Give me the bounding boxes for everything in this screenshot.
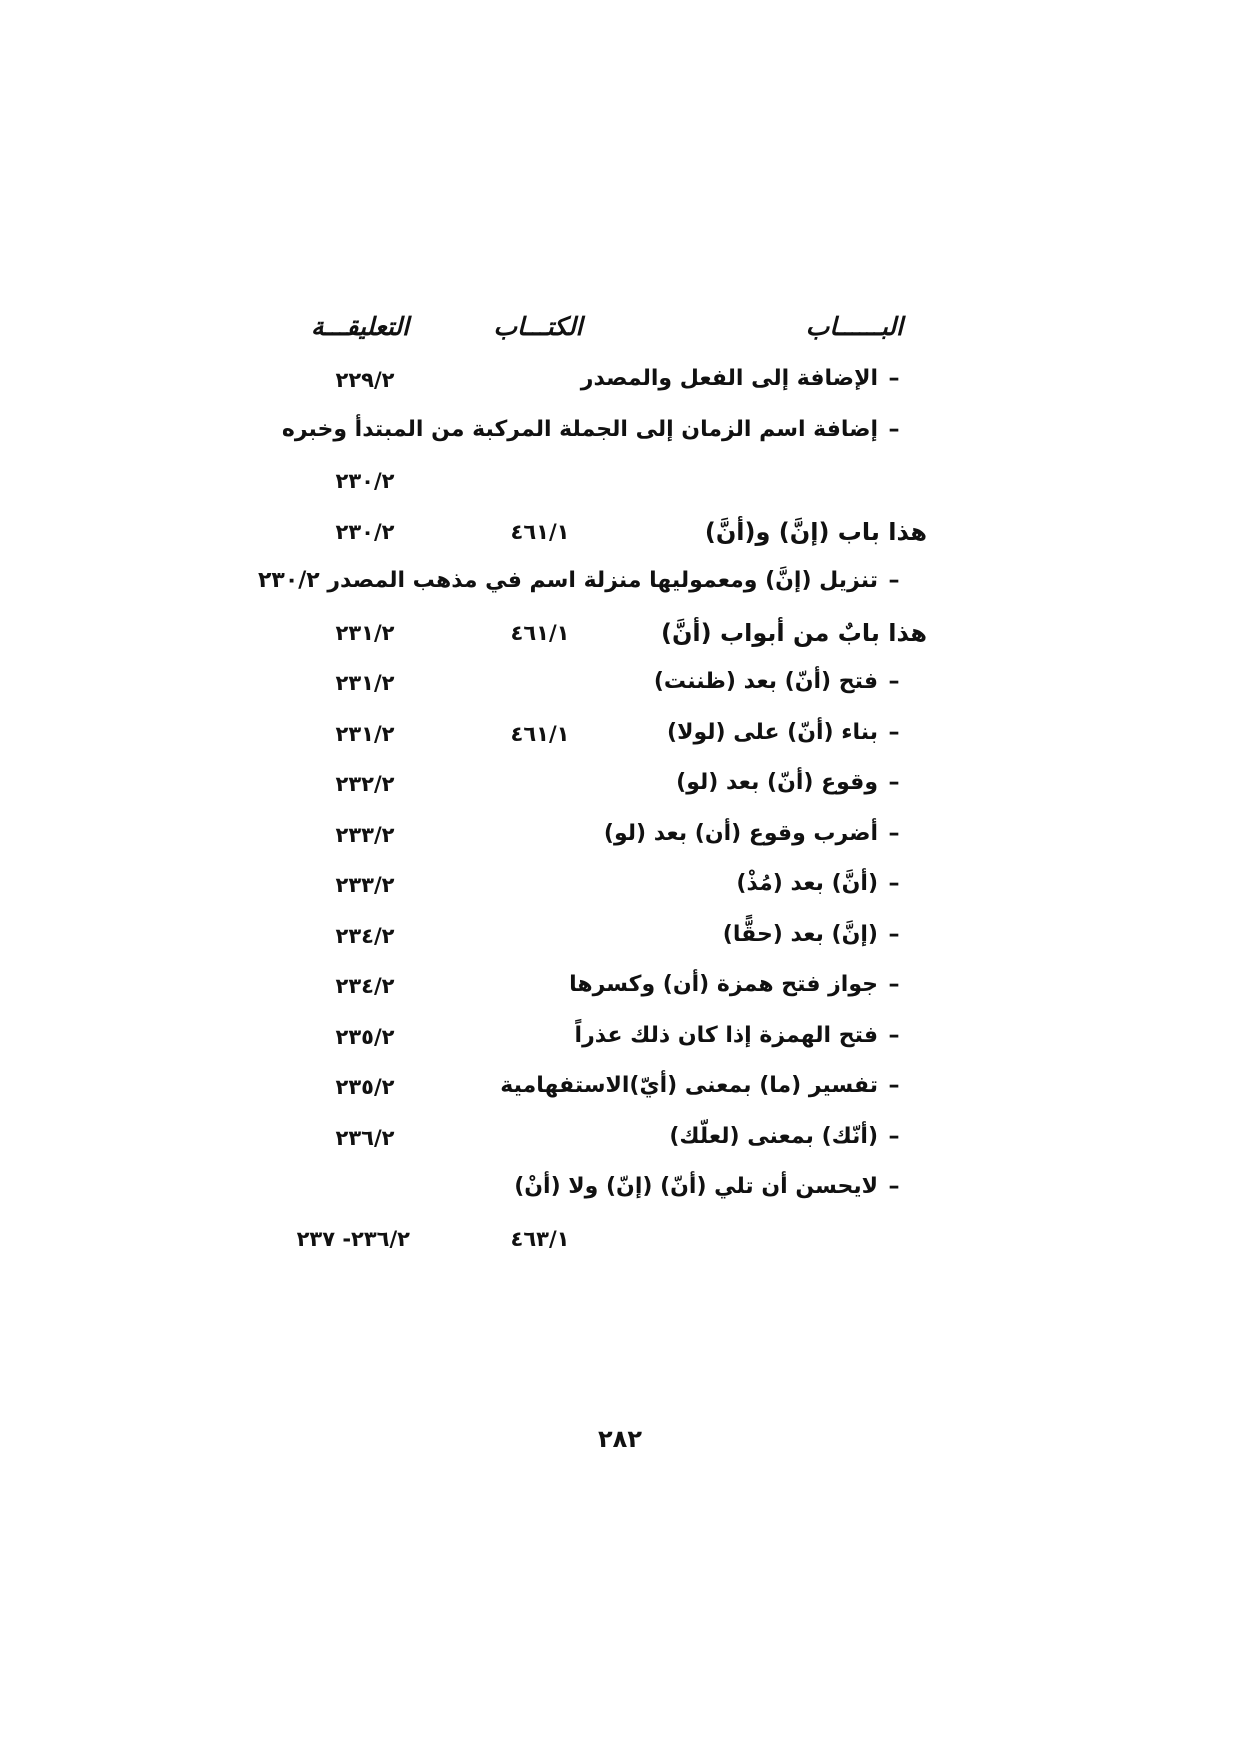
row-kitab-ref: ٤٦١/١ (510, 519, 570, 544)
row-topic-text: تفسير (ما) بمعنى (أيّ)الاستفهامية (500, 1073, 878, 1098)
row-taliqa-ref: ٢٣٦/٢ (335, 1125, 395, 1150)
row-taliqa-ref: ٢٣٣/٢ (335, 873, 395, 897)
index-row (0, 914, 1240, 964)
index-row (0, 358, 1240, 408)
index-row (0, 964, 1240, 1014)
row-topic-text: (أنّك) بمعنى (لعلّك) (669, 1123, 878, 1149)
row-topic-text: جواز فتح همزة (أن) وكسرها (569, 972, 878, 997)
row-taliqa-ref: ٢٣٦/٢- ٢٣٧ (296, 1226, 410, 1251)
index-row (0, 459, 1240, 509)
row-topic (736, 871, 910, 896)
row-dash: – (888, 1073, 900, 1098)
row-topic (723, 922, 910, 947)
row-topic (258, 568, 910, 593)
row-topic-text: لايحسن أن تلي (أنّ) (إنّ) ولا (أنْ) (514, 1174, 878, 1199)
index-row (0, 863, 1240, 913)
row-topic-text: تنزيل (إنَّ) ومعموليها منزلة اسم في مذهب المصدر ٢٣٠/٢ (257, 568, 878, 593)
index-row (0, 1217, 1240, 1267)
row-topic-text: الإضافة إلى الفعل والمصدر (580, 366, 878, 391)
row-topic (500, 1073, 910, 1098)
row-topic-text: هذا باب (إنَّ) و(أنَّ) (704, 517, 927, 546)
row-dash: – (888, 416, 900, 442)
index-row (0, 510, 1240, 560)
index-row (0, 1065, 1240, 1115)
row-topic-text: أضرب وقوع (أن) بعد (لو) (603, 820, 878, 846)
row-taliqa-ref: ٢٣١/٢ (335, 671, 395, 695)
row-topic (282, 417, 910, 442)
row-topic-text: فتح الهمزة إذا كان ذلك عذراً (574, 1022, 878, 1048)
row-dash: – (888, 820, 900, 846)
index-row (0, 762, 1240, 812)
row-taliqa-ref: ٢٣٥/٢ (335, 1024, 395, 1049)
header-kitab: الكتـــاب (493, 312, 583, 341)
row-topic (669, 1124, 910, 1149)
row-taliqa-ref: ٢٣٤/٢ (335, 923, 395, 948)
row-kitab-ref: ٤٦٣/١ (510, 1226, 570, 1251)
row-dash: – (888, 366, 900, 391)
row-topic-text: فتح (أنّ) بعد (ظننت) (653, 669, 878, 694)
row-topic-text: إضافة اسم الزمان إلى الجملة المركبة من المبتدأ وخبره (281, 416, 878, 442)
row-dash: – (888, 568, 900, 593)
index-row (0, 560, 1240, 610)
row-dash: – (888, 669, 900, 694)
row-topic-text: (إنَّ) بعد (حقًّا) (722, 921, 878, 947)
header-bab: البــــــاب (805, 312, 903, 341)
row-topic (604, 821, 910, 846)
row-taliqa-ref: ٢٣١/٢ (335, 620, 395, 645)
row-taliqa-ref: ٢٢٩/٢ (335, 368, 395, 392)
row-topic-text: بناء (أنّ) على (لولا) (667, 719, 878, 745)
row-dash: – (888, 1123, 900, 1149)
row-taliqa-ref: ٢٣٥/٢ (335, 1075, 395, 1099)
row-topic (661, 619, 927, 647)
index-row (0, 1015, 1240, 1065)
row-dash: – (888, 871, 900, 896)
index-row (0, 712, 1240, 762)
row-topic (581, 366, 910, 391)
row-kitab-ref: ٤٦١/١ (510, 721, 570, 746)
row-dash: – (888, 921, 900, 947)
index-row (0, 1116, 1240, 1166)
row-topic-text: (أنَّ) بعد (مُذْ) (736, 871, 878, 896)
page-number: ٢٨٢ (598, 1425, 642, 1453)
row-dash: – (888, 972, 900, 997)
row-topic (654, 669, 910, 694)
row-topic (705, 518, 927, 546)
row-topic (569, 972, 910, 997)
index-row (0, 409, 1240, 459)
row-dash: – (888, 1174, 900, 1199)
index-row (0, 813, 1240, 863)
row-topic-text: هذا بابٌ من أبواب (أنَّ) (660, 618, 927, 647)
header-taliqa: التعليقـــة (310, 312, 409, 341)
row-taliqa-ref: ٢٣٣/٢ (335, 822, 395, 847)
index-row (0, 661, 1240, 711)
index-row (0, 611, 1240, 661)
row-taliqa-ref: ٢٣٤/٢ (335, 974, 395, 998)
row-kitab-ref: ٤٦١/١ (510, 620, 570, 645)
row-dash: – (888, 719, 900, 745)
row-taliqa-ref: ٢٣٢/٢ (335, 772, 395, 796)
row-dash: – (888, 1022, 900, 1048)
index-row (0, 1166, 1240, 1216)
row-topic (514, 1174, 910, 1199)
row-topic (676, 770, 910, 795)
row-taliqa-ref: ٢٣٠/٢ (335, 519, 395, 544)
row-topic-text: وقوع (أنّ) بعد (لو) (676, 770, 878, 795)
row-taliqa-ref: ٢٣١/٢ (335, 721, 395, 746)
row-topic (575, 1023, 910, 1048)
row-taliqa-ref: ٢٣٠/٢ (335, 469, 395, 493)
row-topic (667, 720, 910, 745)
row-dash: – (888, 770, 900, 795)
